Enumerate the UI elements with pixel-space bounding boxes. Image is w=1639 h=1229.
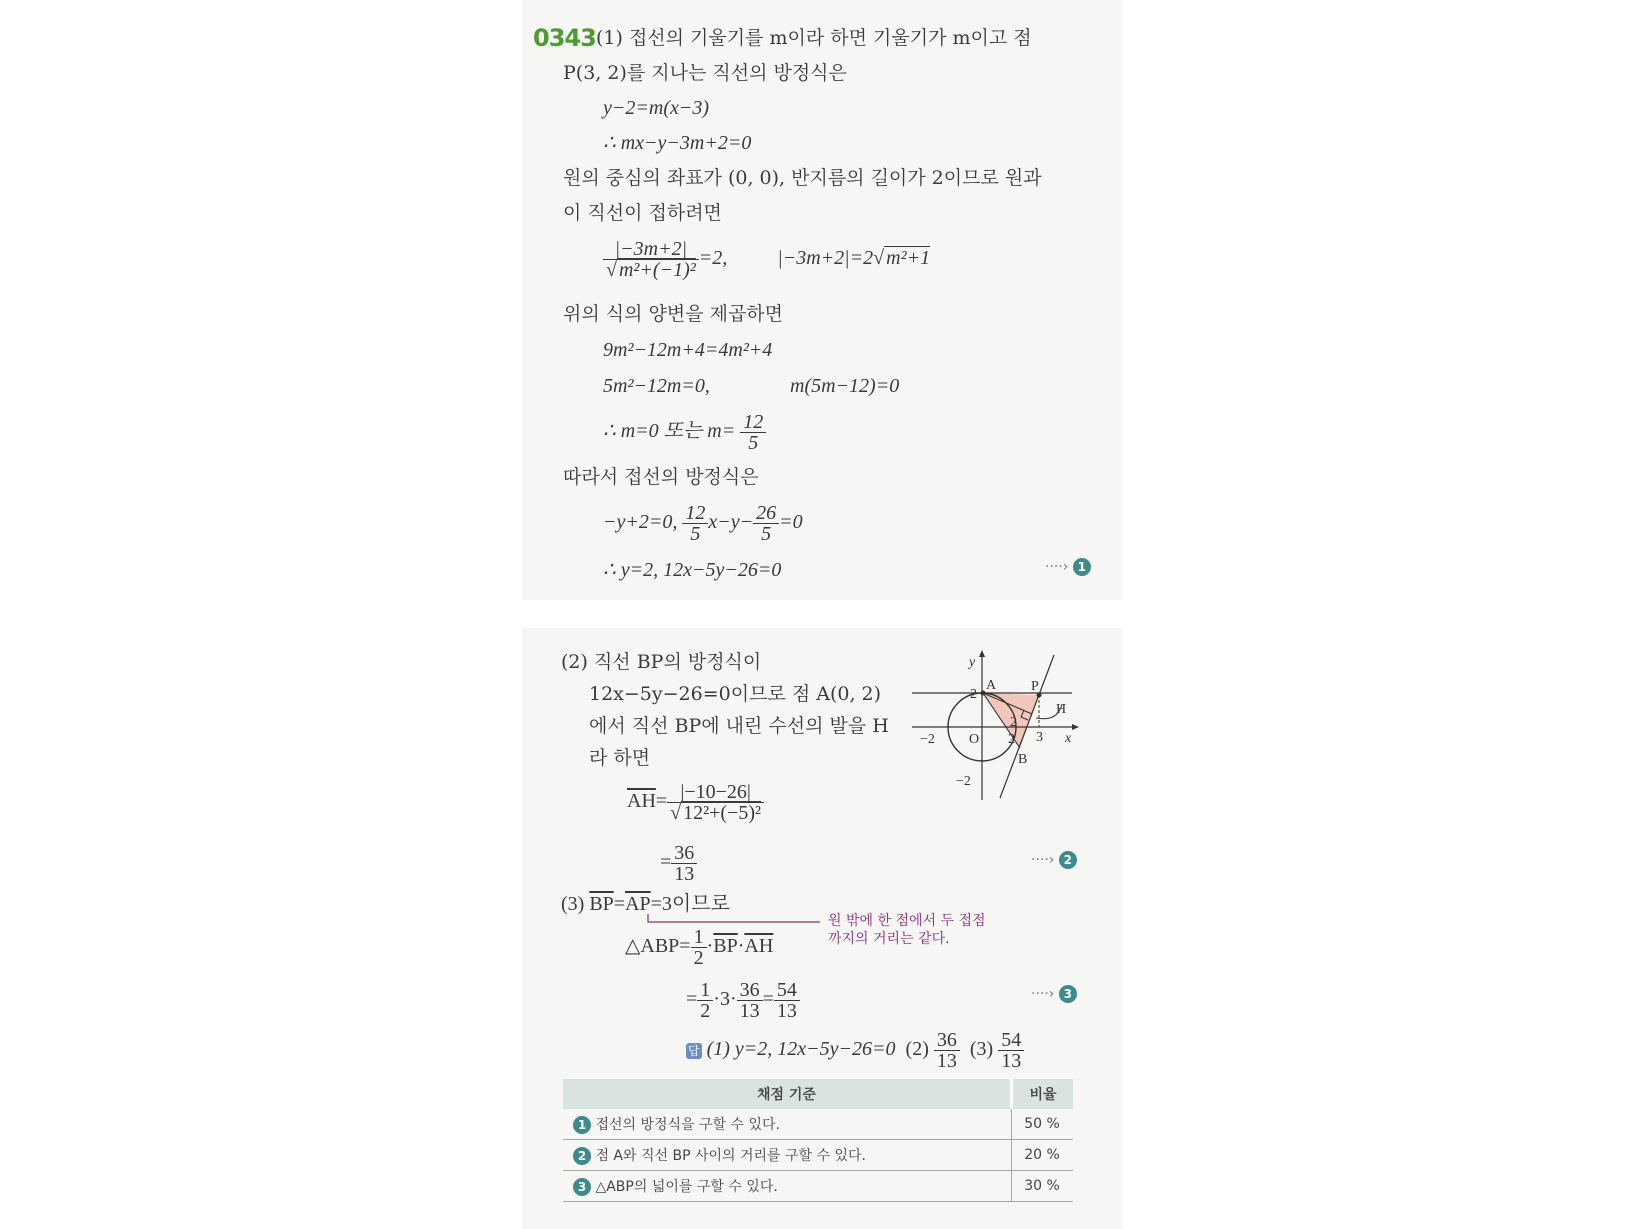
eq5-prefix: ∴ m=0 또는 m=: [603, 420, 736, 443]
label-seg-2: 2: [1010, 715, 1017, 730]
criteria-2-badge: 2: [573, 1147, 591, 1165]
ah-result-fraction: $\frac{36}{13}$: [671, 843, 697, 884]
area-half-fraction: $\frac{1}{2}$: [691, 927, 707, 968]
header-ratio: 비율: [1012, 1079, 1074, 1109]
part1-distance-equation: $\frac{|-3m+2|}{\text{√ m²+(−1)²}}$ =2, |−3m+2|=2√ m²+1: [603, 239, 930, 280]
note-line-1: 원 밖에 한 점에서 두 접점: [828, 913, 986, 929]
distance-eq2-left: |−3m+2|=2: [777, 247, 874, 270]
answer-part2-fraction: $\frac{36}{13}$: [934, 1030, 960, 1071]
part3-step-marker: ····› 3: [1031, 985, 1077, 1003]
distance-denominator: √ m²+(−1)²: [606, 259, 696, 281]
label-h: H: [1056, 702, 1067, 717]
label-neg2-y: −2: [956, 774, 971, 789]
part2-line-c: 에서 직선 BP에 내린 수선의 발을 H: [589, 715, 889, 737]
part1-intro-a: (1) 접선의 기울기를 m이라 하면 기울기가 m이고 점: [596, 27, 1032, 49]
part1-eq4a: 5m²−12m=0,: [603, 375, 710, 397]
ah-segment: $\overline{AH}$: [627, 790, 656, 813]
part2-line-b: 12x−5y−26=0이므로 점 A(0, 2): [589, 683, 882, 705]
part2-line-d: 라 하면: [589, 747, 651, 769]
part2-ah-equation: $\overline{AH}=$ $\frac{|-10-26|}{\text{√ 12²+(−5)²}}$: [627, 782, 764, 823]
ap-segment: $\overline{AP}$: [625, 893, 651, 915]
part1-step-marker: ····› 1: [1045, 558, 1091, 576]
distance-eq2-sqrt: m²+1: [886, 247, 931, 270]
y-axis-label: y: [969, 655, 976, 670]
label-origin: O: [969, 732, 980, 747]
answer-part1: (1) y=2, 12x−5y−26=0: [706, 1038, 896, 1061]
part3-area-result: = $\frac{1}{2}$ ·3· $\frac{36}{13}$ = $\frac{54}{13}$: [686, 980, 800, 1021]
part2-ah-result: = $\frac{36}{13}$: [660, 843, 697, 884]
part1-text-center-b: 이 직선이 접하려면: [563, 202, 722, 224]
step-2-badge: 2: [1059, 851, 1077, 869]
answer-part3-fraction: $\frac{54}{13}$: [998, 1030, 1024, 1071]
eq6-fraction-1: $\frac{12}{5}$: [682, 503, 708, 544]
part2-line-a: (2) 직선 BP의 방정식이: [561, 651, 762, 673]
note-line-2: 까지의 거리는 같다.: [828, 931, 950, 947]
ah-fraction: $\frac{|-10-26|}{\text{√ 12²+(−5)²}}$: [667, 782, 764, 823]
part1-intro-b: P(3, 2)를 지나는 직선의 방정식은: [563, 62, 847, 84]
part2-step-marker: ····› 2: [1031, 851, 1077, 869]
label-b: B: [1018, 752, 1028, 767]
part1-eq2: ∴ mx−y−3m+2=0: [603, 132, 752, 154]
label-p: P: [1031, 679, 1039, 694]
part1-eq4b: m(5m−12)=0: [790, 375, 900, 397]
distance-fraction: [603, 239, 699, 280]
grading-row: 1 접선의 방정식을 구할 수 있다. 50 %: [563, 1109, 1073, 1140]
eq6-fraction-2: $\frac{26}{5}$: [753, 503, 779, 544]
part1-square-text: 위의 식의 양변을 제곱하면: [563, 303, 784, 325]
y-axis-arrow-icon: [979, 650, 985, 657]
step-3-badge: 3: [1059, 985, 1077, 1003]
label-neg2-x: −2: [920, 732, 935, 747]
circle-tangent-graph: [912, 650, 1082, 800]
part3-area-equation: △ABP= $\frac{1}{2}$ $\cdot\overline{BP}\cdot\overline{AH}$: [625, 926, 774, 969]
area-result-fraction: $\frac{54}{13}$: [774, 980, 800, 1021]
label-3: 3: [1036, 730, 1043, 745]
x-axis-arrow-icon: [1072, 724, 1079, 730]
bp-segment: $\overline{BP}$: [589, 893, 614, 915]
label-a: A: [986, 678, 997, 693]
grading-table: [563, 1079, 1073, 1202]
part1-eq1: y−2=m(x−3): [603, 97, 710, 119]
step-1-badge: 1: [1073, 558, 1091, 576]
part1-eq5: [603, 412, 766, 453]
part3-line-a: (3) $\overline{BP}=\overline{AP}=3$이므로: [561, 893, 730, 915]
point-a: [981, 691, 986, 696]
x-axis-label: x: [1065, 731, 1072, 746]
answer-line: 답 (1) y=2, 12x−5y−26=0 (2) $\frac{36}{13}$ (3) $\frac{54}{13}$: [686, 1030, 1024, 1071]
label-2-y: 2: [970, 687, 977, 702]
part1-tangent-text: 따라서 접선의 방정식은: [563, 466, 759, 488]
distance-numerator: |−3m+2|: [603, 239, 699, 260]
part1-eq6: −y+2=0, $\frac{12}{5}$ x−y− $\frac{26}{5}$ =0: [603, 502, 803, 545]
problem-number: 0343: [533, 24, 596, 52]
criteria-3-badge: 3: [573, 1178, 591, 1196]
eq5-fraction: $\frac{12}{5}$: [740, 412, 766, 453]
grading-row: 2 점 A와 직선 BP 사이의 거리를 구할 수 있다. 20 %: [563, 1140, 1073, 1171]
grading-header-row: [563, 1079, 1073, 1109]
header-criteria: 채점 기준: [563, 1079, 1012, 1109]
label-2-x: 2: [1008, 732, 1015, 747]
distance-equals: =2,: [698, 247, 728, 270]
answer-badge-icon: 답: [688, 1043, 700, 1058]
grading-row: 3 △ABP의 넓이를 구할 수 있다. 30 %: [563, 1171, 1073, 1202]
criteria-1-badge: 1: [573, 1116, 591, 1134]
part1-eq7: ∴ y=2, 12x−5y−26=0: [603, 559, 782, 581]
part1-eq3: 9m²−12m+4=4m²+4: [603, 339, 773, 361]
part1-text-center-a: 원의 중심의 좌표가 (0, 0), 반지름의 길이가 2이므로 원과: [563, 167, 1042, 189]
